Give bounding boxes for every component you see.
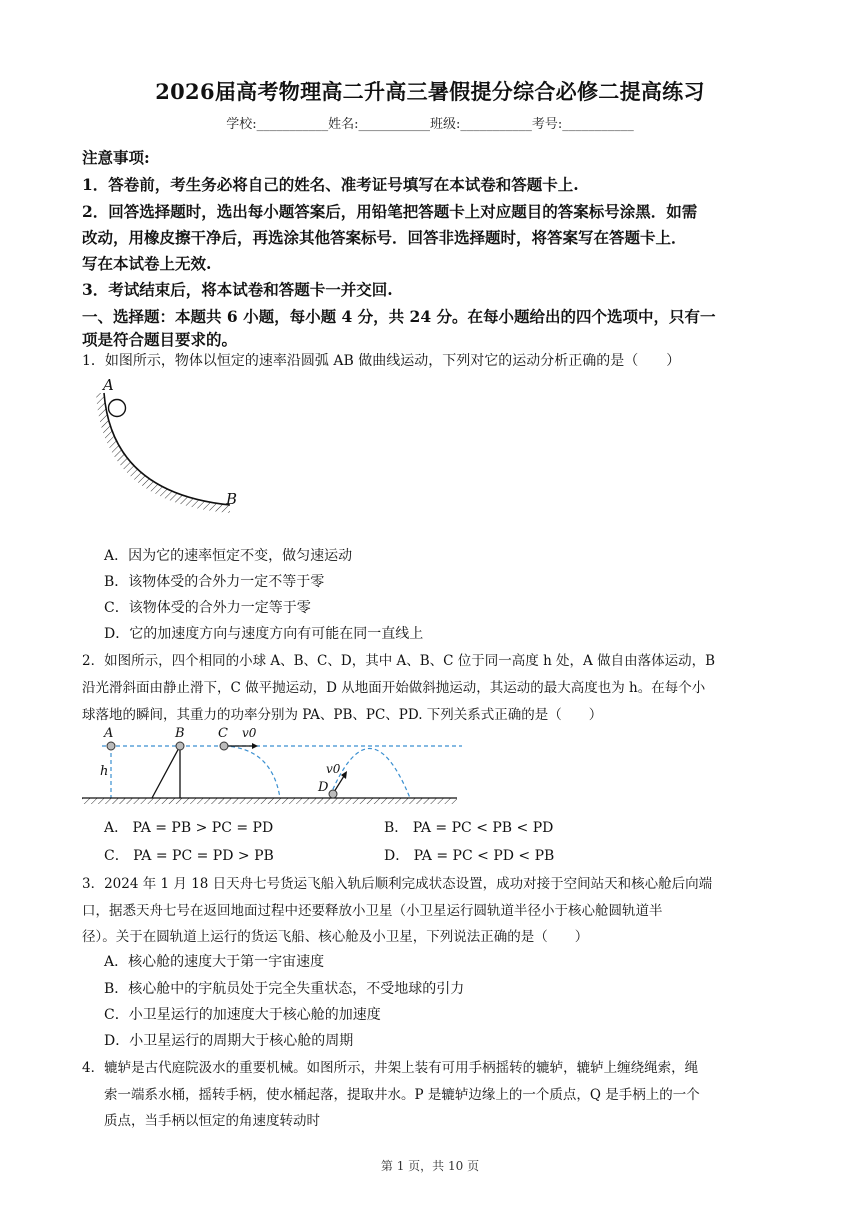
q2-stem-line-1: 2．如图所示，四个相同的小球 A、B、C、D，其中 A、B、C 位于同一高度 h 处，A 做自由落体运动，B [82, 653, 716, 669]
q2-option-d: D． PA = PC < PD < PB [384, 848, 555, 864]
q4-stem-line-3: 质点，当手柄以恒定的角速度转动时 [104, 1113, 320, 1129]
q1-option-b: B．该物体受的合外力一定不等于零 [104, 574, 325, 590]
document-title: 2026届高考物理高二升高三暑假提分综合必修二提高练习 [155, 79, 705, 104]
q2-option-b: B． PA = PC < PB < PD [384, 820, 554, 836]
student-info-line: 学校:___________姓名:___________班级:___________考号:___________ [226, 117, 634, 132]
q2-figure-label-h: h [100, 764, 109, 779]
q3-stem-line-1: 3．2024 年 1 月 18 日天舟七号货运飞船入轨后顺利完成状态设置，成功对接于空间站天和核心舱后向端 [82, 876, 713, 892]
q1-option-c: C．该物体受的合外力一定等于零 [104, 600, 311, 616]
q4-stem-line-2: 索一端系水桶，摇转手柄，使水桶起落，提取井水。P 是辘轳边缘上的一个质点，Q 是手柄上的一个 [104, 1087, 700, 1103]
q2-figure-label-a: A [104, 726, 114, 741]
section-1-heading-line-1: 一、选择题：本题共 6 小题，每小题 4 分，共 24 分。在每小题给出的四个选项中，只有一 [82, 307, 716, 326]
notice-heading: 注意事项: [82, 148, 150, 167]
q2-figure-label-v0-d: v0 [326, 762, 341, 776]
q2-figure-label-c: C [218, 726, 228, 741]
q2-figure-label-v0-top: v0 [242, 726, 257, 740]
q3-option-a: A．核心舱的速度大于第一宇宙速度 [104, 954, 325, 970]
q1-stem: 1．如图所示，物体以恒定的速率沿圆弧 AB 做曲线运动，下列对它的运动分析正确的是（ ） [82, 353, 681, 369]
q1-option-d: D．它的加速度方向与速度方向有可能在同一直线上 [104, 626, 424, 642]
q1-option-a: A．因为它的速率恒定不变，做匀速运动 [104, 548, 353, 564]
q3-option-d: D．小卫星运行的周期大于核心舱的周期 [104, 1033, 354, 1049]
q2-stem-line-3: 球落地的瞬间，其重力的功率分别为 PA、PB、PC、PD. 下列关系式正确的是（ ） [82, 707, 603, 723]
notice-item-1: 1．答卷前，考生务必将自己的姓名、准考证号填写在本试卷和答题卡上. [82, 175, 579, 194]
q3-stem-line-3: 径）。关于在圆轨道上运行的货运飞船、核心舱及小卫星，下列说法正确的是（ ） [82, 929, 589, 945]
notice-item-3: 3．考试结束后，将本试卷和答题卡一并交回. [82, 280, 393, 299]
q2-option-a: A． PA = PB > PC = PD [104, 820, 274, 836]
q3-option-b: B．核心舱中的宇航员处于完全失重状态，不受地球的引力 [104, 981, 465, 997]
q2-figure-label-b: B [175, 726, 185, 741]
q3-option-c: C．小卫星运行的加速度大于核心舱的加速度 [104, 1007, 381, 1023]
notice-item-2-line-3: 写在本试卷上无效. [82, 254, 212, 273]
q3-stem-line-2: 口，据悉天舟七号在返回地面过程中还要释放小卫星（小卫星运行圆轨道半径小于核心舱圆轨道半 [82, 903, 663, 919]
q1-figure-label-b: B [226, 490, 238, 508]
q2-option-c: C． PA = PC = PD > PB [104, 848, 274, 864]
notice-item-2-line-1: 2．回答选择题时，选出每小题答案后，用铅笔把答题卡上对应题目的答案标号涂黑．如需 [82, 202, 698, 221]
q4-stem-line-1: 4．辘轳是古代庭院汲水的重要机械。如图所示，井架上装有可用手柄摇转的辘轳，辘轳上缠绕绳索，绳 [82, 1060, 699, 1076]
q2-stem-line-2: 沿光滑斜面由静止滑下，C 做平抛运动，D 从地面开始做斜抛运动，其运动的最大高度也为 h。在每个小 [82, 680, 706, 696]
section-1-heading-line-2: 项是符合题目要求的。 [82, 330, 238, 349]
page-number: 第 1 页，共 10 页 [380, 1159, 480, 1173]
q1-figure-label-a: A [103, 376, 114, 394]
q2-figure-label-d: D [318, 780, 329, 795]
q2-figure-four-balls [82, 728, 462, 808]
notice-item-2-line-2: 改动，用橡皮擦干净后，再选涂其他答案标号．回答非选择题时，将答案写在答题卡上． [82, 228, 687, 247]
